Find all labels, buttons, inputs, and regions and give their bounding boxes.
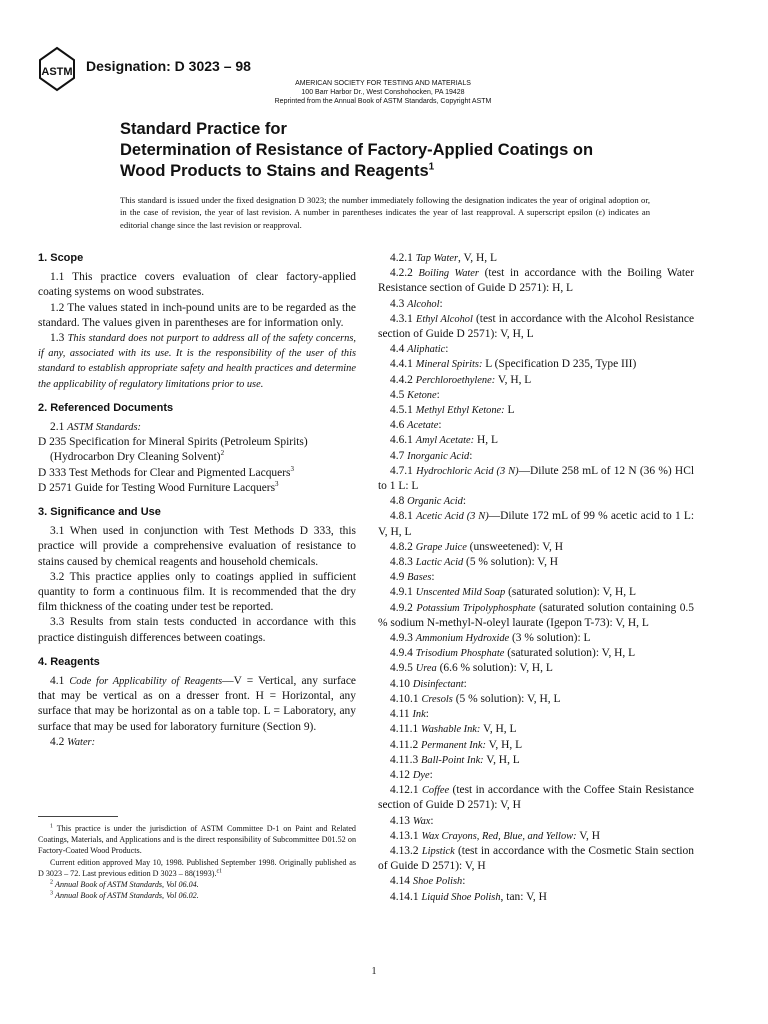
paragraph-3-2: 3.2 This practice applies only to coatings applied in sufficient quantity to form a continuous film. It is recommended that the dry film thickness of the coating under test be reported. (38, 570, 356, 614)
reagent-label: Shoe Polish (412, 876, 463, 888)
paragraph-3-1: 3.1 When used in conjunction with Test Methods D 333, this practice will provide a comprehensive evaluation of resistance to stains caused by chemical reagents and household chemicals. (38, 525, 356, 568)
publisher-block (248, 79, 518, 106)
reagent-number: 4.8.3 (390, 556, 413, 569)
reagent-text: : (429, 768, 433, 781)
reagent-number: 4.8.2 (390, 540, 413, 553)
reagent-text: : (436, 388, 440, 401)
footnote-mark: 2 (220, 449, 225, 458)
paragraph-1-2: 1.2 The values stated in inch-pound units are to be regarded as the standard. The values given in parentheses are for information only. (38, 301, 356, 329)
reagent-number: 4.5.1 (390, 404, 413, 417)
reagent-item (378, 707, 694, 722)
reagent-number: 4.13 (390, 814, 411, 827)
reagent-label: Inorganic Acid (407, 450, 470, 462)
reagent-label: Amyl Acetate: (415, 435, 475, 447)
left-column (38, 251, 356, 750)
reagent-text: (saturated solution): V, H, L (504, 647, 636, 660)
reagent-text: (5 % solution): V, H (463, 556, 559, 569)
reprint-note: Reprinted from the Annual Book of ASTM Standards, Copyright ASTM (274, 98, 492, 105)
paragraph-4-2 (38, 735, 356, 750)
reagent-item (378, 251, 694, 266)
paragraph-number: 4.2 (50, 735, 65, 748)
reagent-label: Ink (412, 709, 426, 721)
reagent-text: —Dilute 172 mL of 99 % acetic acid to 1 L: V, H, L (378, 510, 695, 538)
reagent-number: 4.4.1 (390, 358, 413, 371)
reagent-item (378, 783, 694, 813)
reagent-item (378, 342, 694, 357)
publisher-name: AMERICAN SOCIETY FOR TESTING AND MATERIALS (295, 80, 471, 87)
reagent-label: Methyl Ethyl Ketone: (415, 405, 505, 417)
reagent-number: 4.5 (390, 388, 405, 401)
reagent-item (378, 661, 694, 676)
reagent-item (378, 357, 694, 372)
reagent-item (378, 890, 694, 905)
reagent-item (378, 403, 694, 418)
reagent-text: L (504, 404, 515, 417)
paragraph-3-3: 3.3 Results from stain tests conducted in accordance with this practice distinguish differences between coatings. (38, 616, 356, 644)
reagent-text: : (462, 875, 466, 888)
title-line-3 (120, 161, 680, 182)
footnote-3 (38, 890, 356, 901)
paragraph-number: 4.1 (50, 675, 65, 688)
reagent-item (378, 570, 694, 585)
edition-text: Current edition approved May 10, 1998. Published September 1998. Originally published as D 3023 – 72. Last previous edition D 3023 – 88(1993). (38, 857, 356, 878)
issuance-note: This standard is issued under the fixed designation D 3023; the number immediately following the designation indicates the year of original adoption or, in the case of revision, the year of last revision. A number in parentheses indicates the year of last reapproval. A superscript epsilon (ε) indicates an editorial change since the last revision or reapproval. (120, 195, 650, 230)
paragraph-1-1: 1.1 This practice covers evaluation of clear factory-applied coating systems on wood substrates. (38, 271, 356, 299)
reagent-label: Wax (412, 815, 431, 827)
reagent-number: 4.11.3 (390, 753, 419, 766)
footnote-1 (38, 823, 356, 857)
reagent-text: V, H (576, 829, 600, 842)
reagent-number: 4.9.1 (390, 586, 413, 599)
paragraph-4-1 (38, 674, 356, 735)
reference-d235-continued (38, 450, 356, 465)
footnotes (38, 816, 356, 901)
reagent-text: : (463, 677, 467, 690)
reagent-label: Wax Crayons, Red, Blue, and Yellow: (421, 830, 577, 842)
reagent-text: (3 % solution): L (509, 632, 591, 645)
reagent-label: Lactic Acid (415, 557, 464, 569)
reagent-item (378, 418, 694, 433)
reagent-text: (saturated solution): V, H, L (505, 586, 636, 599)
section-heading-reagents: 4. Reagents (38, 655, 100, 668)
reference-d333 (38, 466, 356, 481)
reagent-number: 4.8 (390, 495, 405, 508)
section-heading-scope: 1. Scope (38, 252, 84, 264)
reagent-text: L (Specification D 235, Type III) (482, 358, 637, 371)
reagent-number: 4.4 (390, 343, 405, 356)
reagent-item (378, 312, 694, 342)
reagent-label: Unscented Mild Soap (415, 587, 506, 599)
reagent-item (378, 753, 694, 768)
reagent-label: Washable Ink: (421, 724, 481, 736)
reagent-text: V, H, L (495, 373, 532, 386)
water-label: Water: (67, 736, 96, 748)
reagent-item (378, 388, 694, 403)
footnote-mark: 1 (50, 823, 53, 830)
reagent-number: 4.9.2 (390, 601, 413, 614)
footnote-mark: 2 (50, 879, 53, 886)
reagent-text: (test in accordance with the Coffee Stain Resistance section of Guide D 2571): V, H (378, 784, 695, 812)
section-heading-significance: 3. Significance and Use (38, 506, 161, 519)
reagent-number: 4.13.2 (390, 844, 419, 857)
reagent-label: Potassium Tripolyphosphate (416, 602, 536, 614)
reagent-label: Liquid Shoe Polish (421, 891, 501, 903)
reagent-label: Lipstick (421, 845, 455, 857)
reagent-label: Acetic Acid (3 N) (416, 511, 489, 523)
publisher-address: 100 Barr Harbor Dr., West Conshohocken, PA 19428 (301, 89, 465, 96)
reagent-label: Perchloroethylene: (415, 374, 496, 386)
reagent-number: 4.7 (390, 449, 405, 462)
footnote-2-text: Annual Book of ASTM Standards, Vol 06.04. (55, 880, 199, 890)
reagent-label: Mineral Spirits: (415, 359, 483, 371)
reference-d2571-text: D 2571 Guide for Testing Wood Furniture Lacquers (38, 481, 276, 494)
reagent-label: Boiling Water (418, 268, 479, 280)
reagent-number: 4.6.1 (390, 434, 413, 447)
reagent-text: : (462, 495, 467, 508)
reagent-label: Ball-Point Ink: (421, 754, 484, 766)
title-line-2: Determination of Resistance of Factory-Applied Coatings on (120, 141, 594, 159)
reagent-number: 4.11.1 (390, 723, 419, 736)
reagent-number: 4.2.1 (390, 252, 413, 264)
reagent-text: (5 % solution): V, H, L (452, 692, 561, 705)
title-footnote-mark: 1 (428, 161, 435, 173)
reagent-label: Aliphatic (407, 344, 446, 356)
reagent-item (378, 449, 694, 464)
right-column (378, 251, 694, 905)
title-line-3-text: Wood Products to Stains and Reagents (120, 162, 429, 180)
reagent-label: Hydrochloric Acid (3 N) (416, 465, 519, 477)
reagent-text: : (469, 449, 473, 462)
title-line-1: Standard Practice for (120, 120, 287, 138)
reagent-text: —Dilute 258 mL of 12 N (36 %) HCl to 1 L: L (378, 464, 695, 493)
reagent-label: Disinfectant (412, 678, 464, 690)
reagent-number: 4.13.1 (390, 829, 419, 842)
reagent-text: V, H, L (483, 753, 520, 766)
footnote-mark: 3 (275, 480, 279, 489)
reagent-text: , V, H, L (458, 252, 497, 264)
reagent-text: (test in accordance with the Boiling Water Resistance section of Guide D 2571): H, L (378, 267, 694, 295)
reagent-item (378, 464, 694, 494)
reagent-label: Coffee (422, 785, 450, 797)
reagent-number: 4.4.2 (390, 373, 413, 386)
reference-d235-line2: (Hydrocarbon Dry Cleaning Solvent) (50, 451, 221, 464)
reagent-label: Bases (407, 572, 432, 584)
logo-text: ASTM (41, 66, 73, 78)
astm-logo (38, 46, 76, 92)
paragraph-1-3 (38, 331, 356, 392)
reagent-number: 4.10.1 (390, 692, 419, 705)
footnote-2 (38, 879, 356, 890)
reagent-label: Ammonium Hydroxide (415, 633, 510, 645)
reagent-number: 4.8.1 (390, 510, 413, 523)
reagent-text: (test in accordance with the Alcohol Resistance section of Guide D 2571): V, H, L (378, 312, 695, 341)
reagent-label: Alcohol (407, 298, 440, 310)
reagent-item (378, 494, 694, 509)
reagent-number: 4.9.3 (390, 632, 413, 645)
reference-d235: D 235 Specification for Mineral Spirits (Petroleum Spirits) (38, 436, 308, 449)
reagent-item (378, 692, 694, 707)
footnote-rule (38, 816, 118, 817)
reagent-label: Permanent Ink: (421, 739, 486, 751)
reagent-text: : (425, 708, 429, 721)
reagent-text: (unsweetened): V, H (466, 540, 563, 553)
reagent-number: 4.9 (390, 571, 405, 584)
reagent-item (378, 738, 694, 753)
reagent-item (378, 540, 694, 555)
reagent-text: V, H, L (485, 738, 523, 751)
reagent-item (378, 373, 694, 388)
footnote-1-text: This practice is under the jurisdiction of ASTM Committee D-1 on Paint and Related Coatings, Materials, and Applications and is the direct responsibility of Subcommittee D01.52 on Factory-Coated Wood Products. (38, 824, 356, 856)
reagent-label: Acetate (407, 420, 439, 432)
safety-caveat: This standard does not purport to address all of the safety concerns, if any, associated with its use. It is the responsibility of the user of this standard to establish appropriate safety and health practices and determine the applicability of regulatory limitations prior to use. (38, 333, 356, 390)
reagent-text: : (430, 814, 434, 827)
footnote-3-text: Annual Book of ASTM Standards, Vol 06.02. (55, 891, 199, 901)
reagent-item (378, 555, 694, 570)
reagent-text: : (438, 419, 442, 432)
reagent-label: Tap Water (415, 253, 458, 264)
reagent-item (378, 509, 694, 539)
reagent-text: : (445, 343, 449, 356)
reagent-text: (test in accordance with the Cosmetic Stain section of Guide D 2571): V, H (378, 844, 694, 873)
footnote-1-edition (38, 857, 356, 879)
reagent-number: 4.2.2 (390, 267, 413, 280)
reagent-item (378, 646, 694, 661)
reagent-item (378, 266, 694, 296)
reagent-item (378, 297, 694, 312)
reagent-number: 4.6 (390, 419, 405, 432)
reagent-item (378, 874, 694, 889)
reagent-item (378, 677, 694, 692)
reagent-item (378, 768, 694, 783)
reagent-item (378, 814, 694, 829)
reagent-item (378, 585, 694, 600)
reagent-label: Ethyl Alcohol (415, 313, 473, 325)
reagent-number: 4.12 (390, 768, 411, 781)
reagent-number: 4.3 (390, 297, 405, 310)
reagent-number: 4.3.1 (390, 312, 413, 325)
reagent-number: 4.14.1 (390, 890, 419, 903)
footnote-mark: 3 (290, 464, 294, 473)
footnote-mark: 3 (50, 890, 53, 897)
paragraph-number: 1.3 (50, 332, 65, 345)
paragraph-number: 2.1 (50, 421, 65, 434)
reagent-number: 4.9.5 (390, 662, 413, 675)
reagent-number: 4.12.1 (390, 784, 419, 797)
code-label: Code for Applicability of Reagents (69, 676, 223, 688)
reagent-label: Organic Acid (407, 496, 463, 508)
reagent-item (378, 433, 694, 448)
reagent-label: Dye (412, 769, 430, 781)
code-text: —V = Vertical, any surface that may be vertical as on a dresser front. H = Horizontal, any surface that may be horizontal as on a table top. L = Laboratory, any surface that may be used for laboratory furniture (Section 9). (38, 675, 357, 733)
reagent-label: Urea (415, 663, 437, 675)
reagent-text: , tan: V, H (500, 890, 547, 903)
reagent-item (378, 844, 694, 874)
section-heading-referenced-documents: 2. Referenced Documents (38, 401, 174, 414)
reagent-item (378, 601, 694, 631)
reagent-label: Cresols (421, 693, 453, 705)
reagent-number: 4.7.1 (390, 464, 413, 477)
reagent-label: Ketone (407, 389, 437, 401)
astm-standards-label: ASTM Standards: (67, 422, 141, 434)
reference-d2571 (38, 481, 356, 496)
reagent-number: 4.14 (390, 875, 411, 888)
reagent-item (378, 631, 694, 646)
reagent-item (378, 722, 694, 737)
reagent-label: Grape Juice (415, 541, 467, 553)
reference-d333-text: D 333 Test Methods for Clear and Pigmented Lacquers (38, 466, 291, 479)
reagent-text: V, H, L (480, 723, 517, 736)
reagent-number: 4.11.2 (390, 738, 419, 751)
epsilon-mark: ε1 (216, 868, 223, 875)
page-number: 1 (371, 966, 377, 977)
reagent-text: (6.6 % solution): V, H, L (436, 662, 553, 675)
document-title (120, 119, 680, 182)
reagent-text: : (439, 297, 443, 310)
reagent-number: 4.10 (390, 677, 411, 690)
reagent-text: : (431, 571, 435, 584)
reagent-item (378, 829, 694, 844)
reagent-number: 4.11 (390, 708, 410, 721)
reagent-text: (saturated solution containing 0.5 % sodium N-methyl-N-oleyl laurate (Igepon T-73): V, H, L (378, 601, 694, 629)
paragraph-2-1 (38, 420, 356, 435)
reagent-text: H, L (474, 434, 498, 447)
reagent-number: 4.9.4 (390, 647, 413, 660)
reagent-label: Trisodium Phosphate (415, 648, 505, 660)
designation: Designation: D 3023 – 98 (86, 58, 251, 74)
